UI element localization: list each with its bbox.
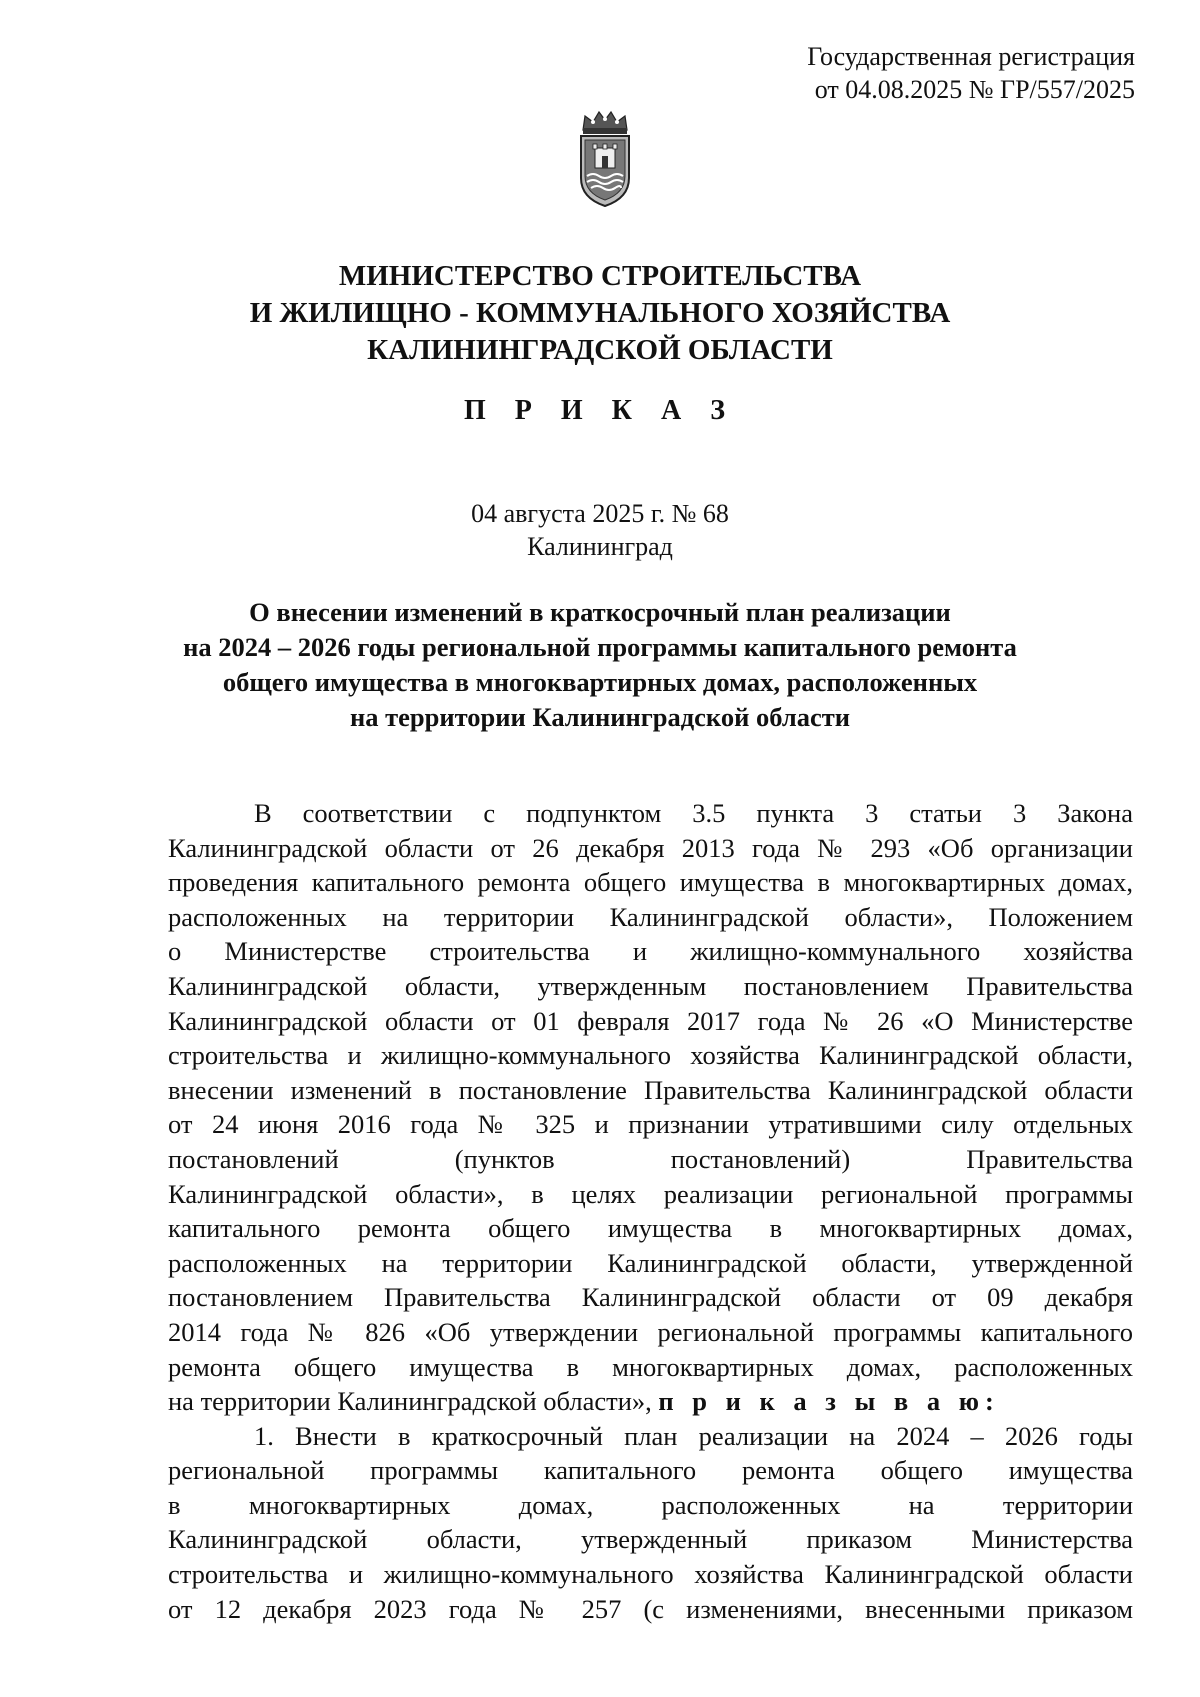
body-line: внесении изменений в постановление Правительства Калининградской области [168,1074,1133,1105]
item-1-line: строительства и жилищно-коммунального хозяйства Калининградской области [168,1559,1133,1590]
body-line: расположенных на территории Калининградской области», Положением [168,901,1133,932]
document-type: П Р И К А З [464,395,736,426]
registration-line-2: от 04.08.2025 № ГР/557/2025 [814,75,1135,104]
body-line: постановлений (пунктов постановлений) Правительства [168,1143,1133,1174]
body-line: постановлением Правительства Калининградской области от 09 декабря [168,1282,1133,1313]
kaliningrad-coat-of-arms-icon [573,108,637,208]
body-line: Калининградской области», в целях реализации региональной программы [168,1178,1133,1209]
order-date-number: 04 августа 2025 г. № 68 [471,499,729,528]
title-line-4: на территории Калининградской области [349,702,851,732]
item-1-line: в многоквартирных домах, расположенных на территории [168,1489,1133,1520]
item-1-line: от 12 декабря 2023 года № 257 (с изменениями, внесенными приказом [168,1593,1133,1624]
ministry-line-3: КАЛИНИНГРАДСКОЙ ОБЛАСТИ [367,334,833,366]
body-line: проведения капитального ремонта общего имущества в многоквартирных домах, [168,867,1133,898]
body-line: строительства и жилищно-коммунального хозяйства Калининградской области, [168,1040,1133,1071]
body-line: В соответствии с подпунктом 3.5 пункта 3 статьи 3 Закона [254,798,1133,828]
body-line: расположенных на территории Калининградской области, утвержденной [168,1247,1133,1278]
body-line: 2014 года № 826 «Об утверждении региональной программы капитального [168,1316,1133,1347]
body-line: капитального ремонта общего имущества в многоквартирных домах, [168,1213,1133,1244]
registration-line-1: Государственная регистрация [807,42,1135,71]
body-line: о Министерстве строительства и жилищно-коммунального хозяйства [168,936,1133,967]
ministry-heading [0,258,1200,369]
body-line: Калининградской области, утвержденным постановлением Правительства [168,970,1133,1001]
item-1-line: региональной программы капитального ремонта общего имущества [168,1455,1133,1486]
order-body [168,796,1133,1626]
state-registration-stamp [807,40,1135,106]
body-line-decree [168,1384,1133,1419]
title-line-3: общего имущества в многоквартирных домах, расположенных [222,667,978,697]
date-and-place [0,497,1200,563]
item-1-line: 1. Внести в краткосрочный план реализации на 2024 – 2026 годы [254,1420,1133,1451]
order-place: Калининград [527,532,673,561]
ministry-line-2: И ЖИЛИЩНО - КОММУНАЛЬНОГО ХОЗЯЙСТВА [249,297,951,329]
body-line: Калининградской области от 01 февраля 2017 года № 26 «О Министерстве [168,1005,1133,1036]
decree-word: п р и к а з ы в а ю: [658,1386,1000,1417]
body-line: ремонта общего имущества в многоквартирных домах, расположенных [168,1351,1133,1382]
title-line-2: на 2024 – 2026 годы региональной программы капитального ремонта [183,632,1017,662]
title-line-1: О внесении изменений в краткосрочный план реализации [249,597,951,627]
decree-line-prefix: на территории Калининградской области», [168,1386,652,1417]
body-line: от 24 июня 2016 года № 325 и признании утратившими силу отдельных [168,1109,1133,1140]
body-line: Калининградской области от 26 декабря 2013 года № 293 «Об организации [168,832,1133,863]
ministry-line-1: МИНИСТЕРСТВО СТРОИТЕЛЬСТВА [338,260,862,292]
order-title [0,595,1200,735]
item-1-line: Калининградской области, утвержденный приказом Министерства [168,1524,1133,1555]
